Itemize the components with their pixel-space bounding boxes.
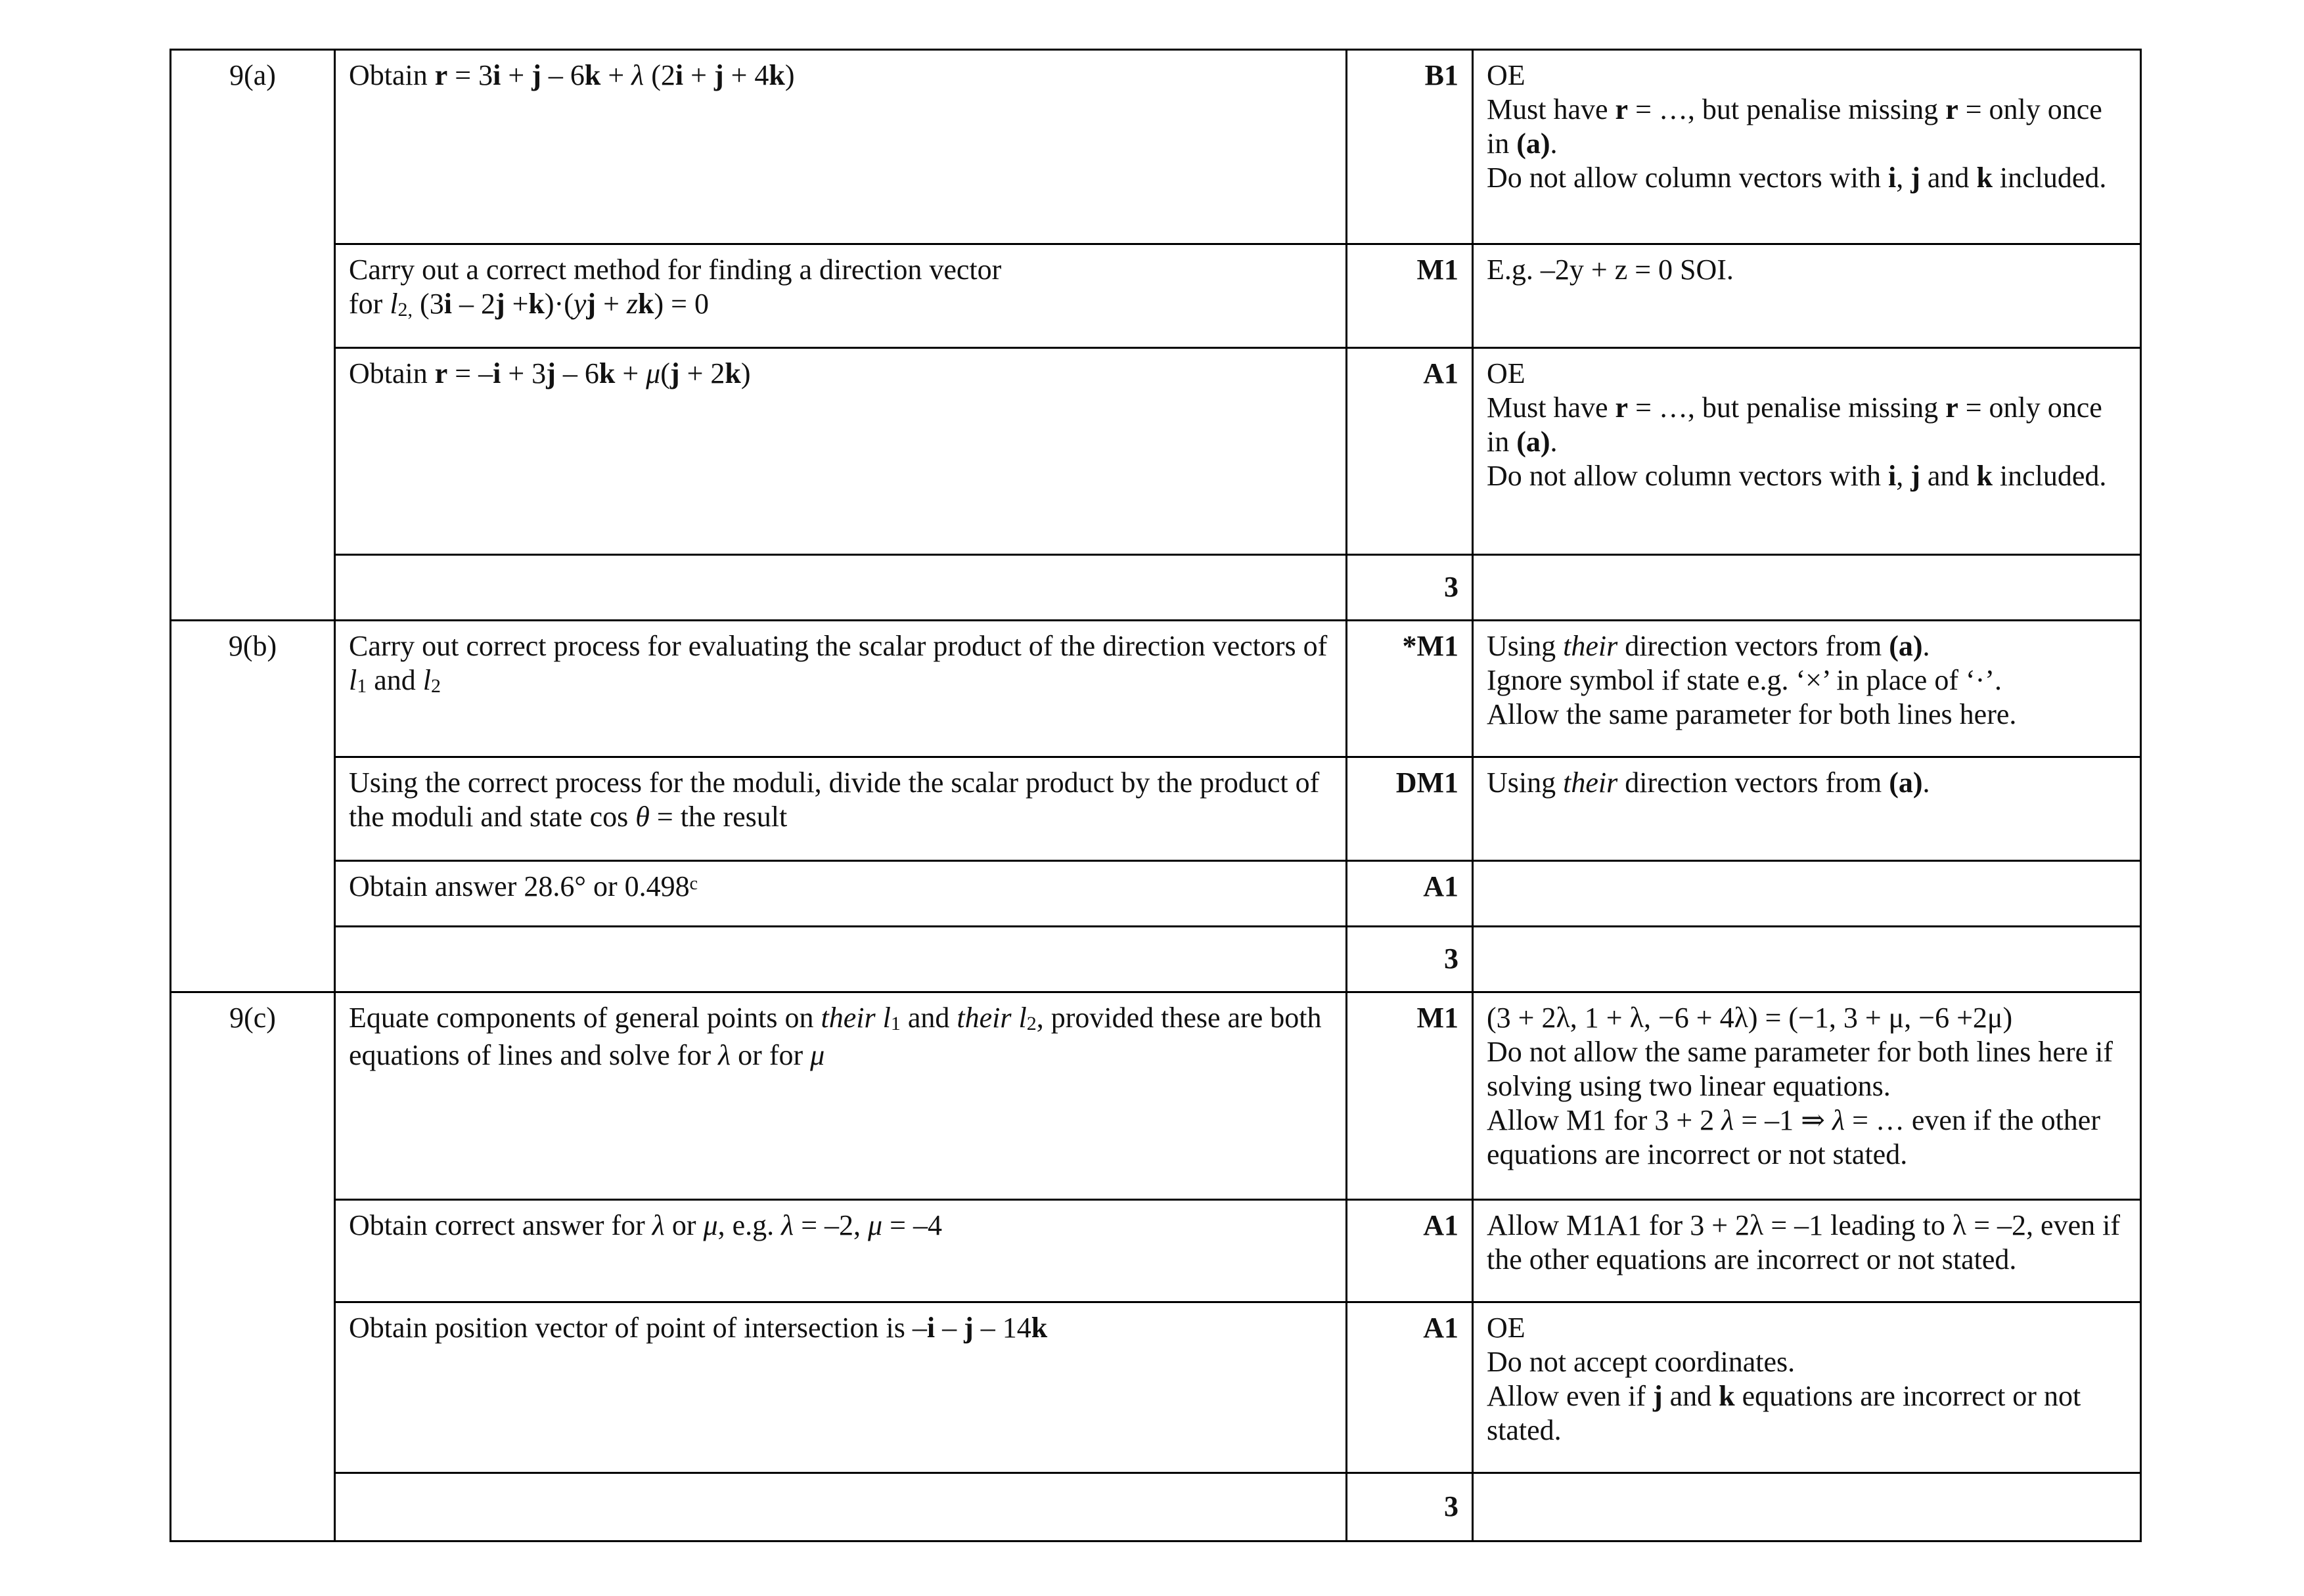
answer-cell: Obtain r = –i + 3j – 6k + μ(j + 2k) bbox=[335, 348, 1347, 555]
mark-cell: M1 bbox=[1347, 244, 1473, 348]
total-mark-cell: 3 bbox=[1347, 1473, 1473, 1541]
table-row bbox=[171, 1302, 2141, 1473]
question-number: 9(a) bbox=[171, 50, 335, 621]
table-row bbox=[171, 927, 2141, 992]
table-row bbox=[171, 757, 2141, 861]
question-number: 9(b) bbox=[171, 621, 335, 992]
guidance-cell: OE Must have r = …, but penalise missing r = only once in (a). Do not allow column vectors with i, j and k included. bbox=[1473, 348, 2141, 555]
answer-cell bbox=[335, 1473, 1347, 1541]
answer-cell: Obtain r = 3i + j – 6k + λ (2i + j + 4k) bbox=[335, 50, 1347, 244]
question-number: 9(c) bbox=[171, 992, 335, 1541]
mark-cell: A1 bbox=[1347, 348, 1473, 555]
guidance-cell: OE Must have r = …, but penalise missing r = only once in (a). Do not allow column vectors with i, j and k included. bbox=[1473, 50, 2141, 244]
answer-cell: Obtain position vector of point of intersection is –i – j – 14k bbox=[335, 1302, 1347, 1473]
table-row bbox=[171, 244, 2141, 348]
table-row bbox=[171, 555, 2141, 621]
table-row bbox=[171, 992, 2141, 1200]
guidance-cell: E.g. –2y + z = 0 SOI. bbox=[1473, 244, 2141, 348]
guidance-cell bbox=[1473, 861, 2141, 927]
answer-cell bbox=[335, 555, 1347, 621]
answer-cell: Carry out a correct method for finding a direction vector for l2, (3i – 2j +k)·(yj + zk) = 0 bbox=[335, 244, 1347, 348]
table-row bbox=[171, 50, 2141, 244]
table-row bbox=[171, 861, 2141, 927]
mark-cell: DM1 bbox=[1347, 757, 1473, 861]
answer-cell: Carry out correct process for evaluating the scalar product of the direction vectors of l1 and l2 bbox=[335, 621, 1347, 757]
mark-cell: B1 bbox=[1347, 50, 1473, 244]
mark-cell: A1 bbox=[1347, 861, 1473, 927]
guidance-cell: Using their direction vectors from (a). bbox=[1473, 757, 2141, 861]
table-row bbox=[171, 348, 2141, 555]
guidance-cell: Allow M1A1 for 3 + 2λ = –1 leading to λ = –2, even if the other equations are incorrect or not stated. bbox=[1473, 1200, 2141, 1302]
table-row bbox=[171, 1200, 2141, 1302]
mark-cell: A1 bbox=[1347, 1200, 1473, 1302]
answer-cell bbox=[335, 927, 1347, 992]
mark-cell: A1 bbox=[1347, 1302, 1473, 1473]
total-mark-cell: 3 bbox=[1347, 555, 1473, 621]
guidance-cell bbox=[1473, 927, 2141, 992]
total-mark-cell: 3 bbox=[1347, 927, 1473, 992]
guidance-cell: OE Do not accept coordinates. Allow even if j and k equations are incorrect or not stated. bbox=[1473, 1302, 2141, 1473]
answer-cell: Using the correct process for the moduli, divide the scalar product by the product of the moduli and state cos θ = the result bbox=[335, 757, 1347, 861]
answer-cell: Obtain correct answer for λ or μ, e.g. λ = –2, μ = –4 bbox=[335, 1200, 1347, 1302]
mark-scheme-table bbox=[169, 49, 2142, 1542]
answer-cell: Equate components of general points on their l1 and their l2, provided these are both equations of lines and solve for λ or for μ bbox=[335, 992, 1347, 1200]
answer-cell: Obtain answer 28.6° or 0.498$^c$ bbox=[335, 861, 1347, 927]
table-row bbox=[171, 621, 2141, 757]
guidance-cell: Using their direction vectors from (a). Ignore symbol if state e.g. ‘×’ in place of ‘·’. Allow the same parameter for both lines here. bbox=[1473, 621, 2141, 757]
guidance-cell: (3 + 2λ, 1 + λ, −6 + 4λ) = (−1, 3 + μ, −6 +2μ) Do not allow the same parameter for both lines here if solving using two linear equations. Allow M1 for 3 + 2 λ = –1 ⇒ λ = … even if the other equations are incorrect or not stated. bbox=[1473, 992, 2141, 1200]
guidance-cell bbox=[1473, 555, 2141, 621]
table-row bbox=[171, 1473, 2141, 1541]
mark-cell: M1 bbox=[1347, 992, 1473, 1200]
guidance-cell bbox=[1473, 1473, 2141, 1541]
mark-cell: *M1 bbox=[1347, 621, 1473, 757]
